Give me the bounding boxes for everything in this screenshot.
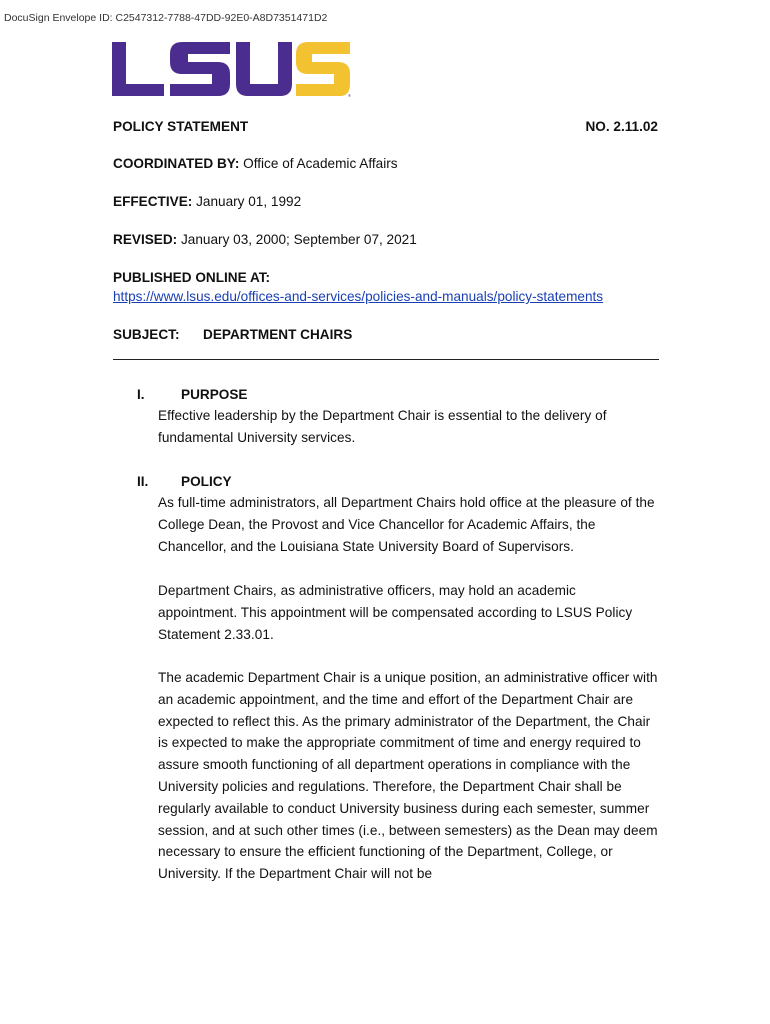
policy-statement-label: POLICY STATEMENT: [113, 119, 249, 134]
coordinated-by-label: COORDINATED BY:: [113, 156, 240, 171]
purpose-paragraph: Effective leadership by the Department Chair is essential to the delivery of fundamental University services.: [158, 408, 607, 445]
published-url-row: [113, 288, 603, 306]
policy-statements-link[interactable]: https://www.lsus.edu/offices-and-services/policies-and-manuals/policy-statements: [113, 289, 604, 304]
lsus-logo: [112, 40, 352, 98]
section-numeral: I.: [137, 387, 145, 402]
svg-text:®: ®: [348, 93, 351, 98]
policy-paragraph: As full-time administrators, all Department Chairs hold office at the pleasure of the College Dean, the Provost and Vice Chancellor for Academic Affairs, the Chancellor, and the Louisiana State University Board of Supervisors.: [158, 495, 655, 554]
docusign-envelope-id: DocuSign Envelope ID: C2547312-7788-47DD-92E0-A8D7351471D2: [4, 12, 328, 24]
effective-value: January 01, 1992: [196, 194, 302, 209]
section-numeral: II.: [137, 474, 149, 489]
logo-letter-u: [236, 42, 292, 96]
policy-number: NO. 2.11.02: [585, 119, 658, 134]
subject-label: SUBJECT:: [113, 327, 180, 342]
coordinated-by-row: [113, 155, 398, 173]
logo-letter-s1: [170, 42, 230, 96]
section-heading-policy: POLICY: [181, 474, 232, 489]
revised-value: January 03, 2000; September 07, 2021: [181, 232, 417, 247]
published-online-label: PUBLISHED ONLINE AT:: [113, 270, 271, 285]
revised-label: REVISED:: [113, 232, 178, 247]
policy-paragraph: Department Chairs, as administrative officers, may hold an academic appointment. This appointment will be compensated according to LSUS Policy Statement 2.33.01.: [158, 583, 633, 642]
section-heading-purpose: PURPOSE: [181, 387, 248, 402]
logo-letter-l: [112, 42, 164, 96]
revised-row: [113, 231, 417, 249]
effective-row: [113, 193, 301, 211]
policy-paragraph: The academic Department Chair is a unique position, an administrative officer with an academic appointment, and the time and effort of the Department Chair are expected to reflect this. As the primary administrator of the Department, the Chair is expected to make the appropriate commitment of time and energy required to assure smooth functioning of all department operations in compliance with the University policies and regulations. Therefore, the Department Chair shall be regularly available to conduct University business during each semester, summer session, and at such other times (i.e., between semesters) as the Dean may deem necessary to ensure the efficient functioning of the Department, College, or University. If the Department Chair will not be: [158, 670, 658, 882]
header-divider: [113, 359, 659, 360]
subject-title: DEPARTMENT CHAIRS: [203, 327, 353, 342]
coordinated-by-value: Office of Academic Affairs: [243, 156, 398, 171]
logo-letter-s2: [296, 42, 350, 96]
effective-label: EFFECTIVE:: [113, 194, 193, 209]
